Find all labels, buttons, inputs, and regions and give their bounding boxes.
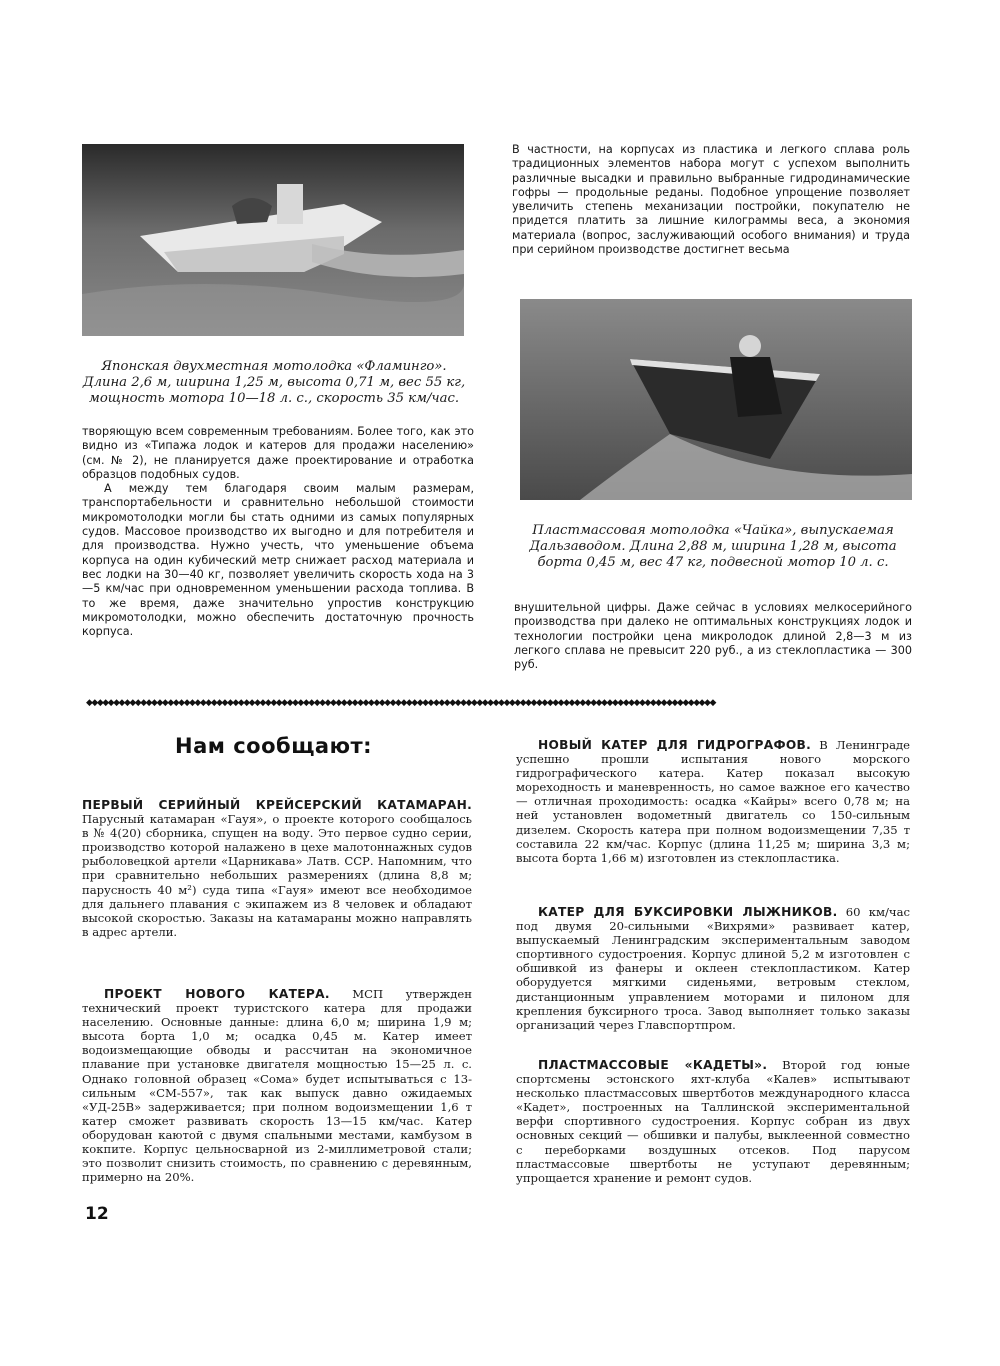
article-left-paragraph: творяющую всем современным требованиям. Более того, как это видно из «Типажа лодок и катеров для продажи населению» (см. № 2), не планируется даже проектирование и отработка образцов подобных судов. [82, 425, 474, 481]
news-item-text: Второй год юные спортсмены эстонского яхт-клуба «Калев» испытывают несколько пластмассовых швертботов международного класса «Кадет», построенных на Таллинской экспериментальной верфи спортивного судостроения. Корпус собран из двух основных секций — обшивки и палубы, выклеенной совместно с переборками воздушных отсеков. Под парусом пластмассовые швертботы не уступают деревянным; упрощается хранение и ремонт судов. [516, 1058, 910, 1185]
news-item-new-boat-project [82, 987, 472, 1184]
photo-chaika-caption: Пластмассовая мотолодка «Чайка», выпускаемая Дальзаводом. Длина 2,88 м, ширина 1,28 м, высота борта 0,45 м, вес 47 кг, подвесной мотор 10 л. с. [529, 523, 897, 570]
article-right-bottom: внушительной цифры. Даже сейчас в условиях мелкосерийного производства при далеко не оптимальных конструкциях лодок и технологии постройки цена микролодок длиной 2,8—3 м из легкого сплава не превысит 220 руб., а из стеклопластика — 300 руб. [514, 601, 912, 672]
news-item-title: ПЛАСТМАССОВЫЕ «КАДЕТЫ». [538, 1058, 768, 1072]
photo-flamingo-caption: Японская двухместная мотолодка «Фламинго». Длина 2,6 м, ширина 1,25 м, высота 0,71 м, вес 55 кг, мощность мотора 10—18 л. с., скорость 35 км/час. [82, 359, 466, 406]
photo-chaika-boat [520, 299, 912, 500]
news-item-plastic-cadets [516, 1058, 910, 1185]
article-right-top: В частности, на корпусах из пластика и легкого сплава роль традиционных элементов набора могут с успехом выполнить различные высадки и правильно выбранные гидродинамические гофры — продольные реданы. Подобное упрощение позволяет увеличить степень механизации постройки, покупателю не придется платить за лишние килограммы веса, а экономия материала (вопрос, заслуживающий особого внимания) и труда при серийном производстве достигнет весьма [512, 143, 910, 257]
page-number: 12 [85, 1204, 109, 1224]
news-item-catamaran [82, 798, 472, 939]
ornamental-divider: ◆◆◆◆◆◆◆◆◆◆◆◆◆◆◆◆◆◆◆◆◆◆◆◆◆◆◆◆◆◆◆◆◆◆◆◆◆◆◆◆◆◆◆◆◆◆◆◆◆◆◆◆◆◆◆◆◆◆◆◆◆◆◆◆◆◆◆◆◆◆◆◆◆◆◆◆◆◆◆◆◆◆◆◆◆◆◆◆◆◆◆◆◆◆◆◆◆◆◆◆◆◆◆◆◆◆◆◆◆◆◆◆◆◆◆◆ [86, 698, 715, 708]
news-item-text: 60 км/час под двумя 20-сильными «Вихрями» развивает катер, выпускаемый Ленинградским экспериментальным заводом спортивного судостроения. Корпус длиной 5,2 м изготовлен с обшивкой из фанеры и оклеен стеклопластиком. Катер оборудуется мягкими сиденьями, ветровым стеклом, дистанционным управлением моторами и пилоном для крепления буксирного троса. Завод выполняет только заказы организаций через Главспортпром. [516, 905, 911, 1032]
news-item-title: ПРОЕКТ НОВОГО КАТЕРА. [104, 987, 330, 1001]
news-item-title: НОВЫЙ КАТЕР ДЛЯ ГИДРОГРАФОВ. [538, 738, 812, 752]
news-item-text: Парусный катамаран «Гауя», о проекте которого сообщалось в № 4(20) сборника, спущен на воду. Это первое судно серии, производство которой налажено в цехе малотоннажных судов рыболовецкой артели «Царникава» Латв. ССР. Напомним, что при сравнительно небольших размерениях (длина 8,8 м; парусность 40 м²) суда типа «Гауя» имеют все необходимое для дальнего плавания с экипажем из 8 человек и обладают высокой скоростью. Заказы на катамараны можно направлять в адрес артели. [82, 812, 472, 939]
news-item-ski-tow-boat [516, 905, 910, 1032]
news-item-title: ПЕРВЫЙ СЕРИЙНЫЙ КРЕЙСЕРСКИЙ КАТАМАРАН. [82, 798, 472, 812]
article-left [82, 425, 474, 639]
boat-illustration [82, 144, 464, 336]
news-heading: Нам сообщают: [175, 734, 373, 758]
news-item-text: МСП утвержден технический проект туристского катера для продажи населению. Основные данные: длина 6,0 м; ширина 1,9 м; высота борта 1,0 м; осадка 0,45 м. Катер имеет водоизмещающие обводы и рассчитан на экономичное плавание при установке двигателя мощностью 15—25 л. с. Однако головной образец «Сома» будет испытываться с 13-сильным «СМ-557», так как выпуск давно ожидаемых «УД-25В» задерживается; при полном водоизмещении 1,6 т катер сможет развивать скорость 13—15 км/час. Катер оборудован каютой с двумя спальными местами, камбузом в кокпите. Корпус цельносварной из 2-миллиметровой стали; это позволит снизить стоимость, по сравнению с деревянным, примерно на 20%. [82, 987, 473, 1185]
news-item-title: КАТЕР ДЛЯ БУКСИРОВКИ ЛЫЖНИКОВ. [538, 905, 838, 919]
boat-illustration [520, 299, 912, 500]
news-item-hydrographer-boat [516, 738, 910, 865]
news-item-text: В Ленинграде успешно прошли испытания нового морского гидрографического катера. Катер показал высокую мореходность и маневренность, но самое важное его качество — отличная проходимость: осадка «Кайры» всего 0,78 м; на ней установлен водометный двигатель со 150-сильным дизелем. Скорость катера при полном водоизмещении 7,35 т составила 22 км/час. Корпус (длина 11,25 м; ширина 3,3 м; высота борта 1,66 м) изготовлен из стеклопластика. [516, 738, 910, 865]
photo-flamingo-boat [82, 144, 464, 336]
article-left-paragraph: А между тем благодаря своим малым размерам, транспортабельности и сравнительно небольшой стоимости микромотолодки могли бы стать одними из самых популярных судов. Массовое производство их выгодно и для потребителя и для производства. Нужно учесть, что уменьшение объема корпуса на один кубический метр снижает расход материала и вес лодки на 30—40 кг, позволяет увеличить скорость хода на 3—5 км/час при одновременном уменьшении расхода топлива. В то же время, даже значительно упростив конструкцию микромотолодки, можно обеспечить достаточную прочность корпуса. [82, 482, 474, 639]
